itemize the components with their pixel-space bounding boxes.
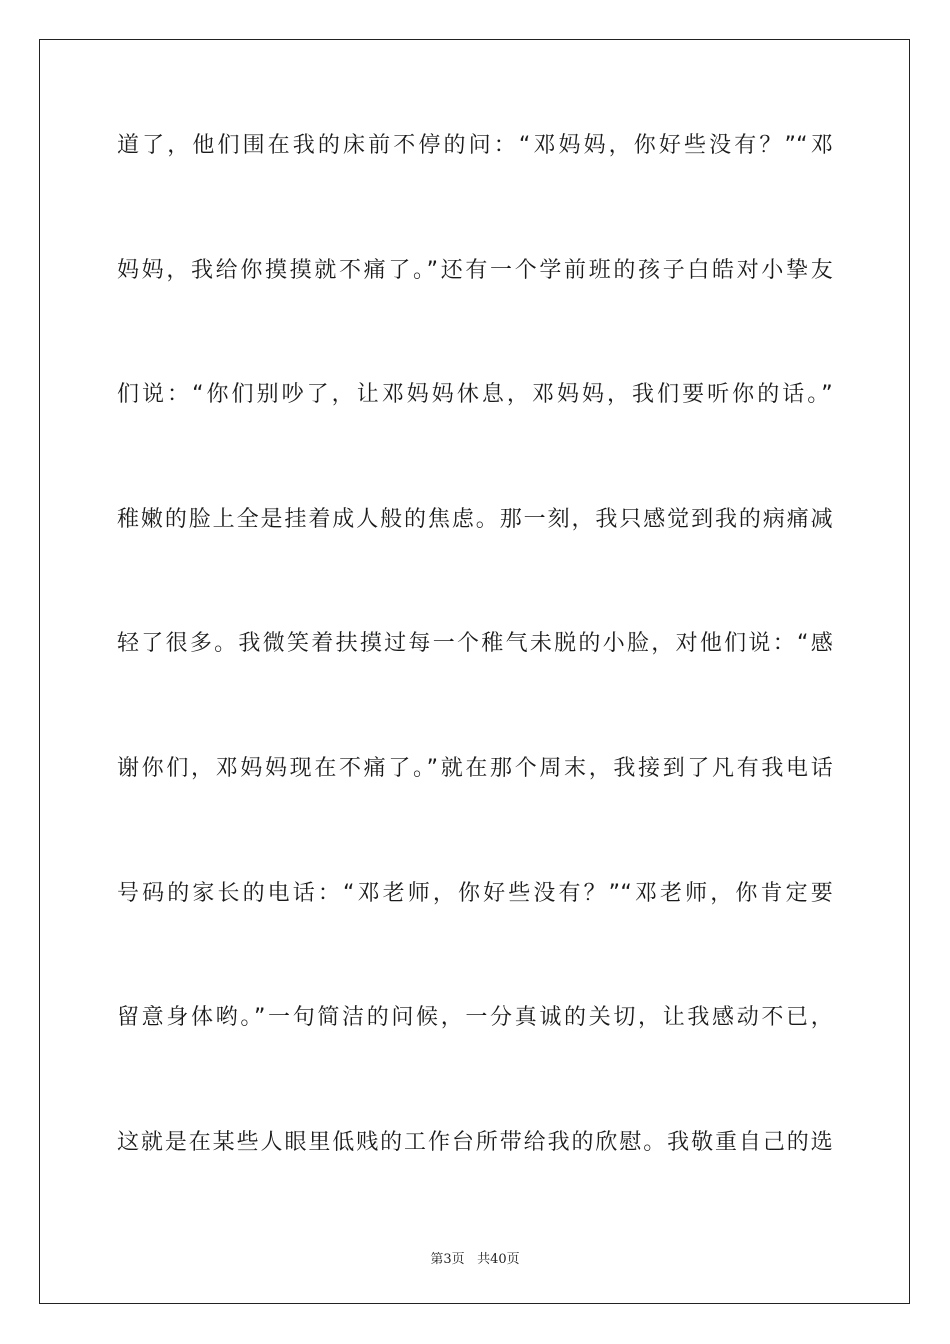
page-footer <box>0 1248 950 1267</box>
page-total: 共40页 <box>477 1252 520 1267</box>
text-line: 们说：“你们别吵了，让邓妈妈休息，邓妈妈，我们要听你的话。” <box>117 382 833 408</box>
text-line: 轻了很多。我微笑着扶摸过每一个稚气未脱的小脸，对他们说：“感 <box>117 631 833 657</box>
text-line: 稚嫩的脸上全是挂着成人般的焦虑。那一刻，我只感觉到我的病痛减 <box>117 506 833 532</box>
text-line: 留意身体哟。”一句简洁的问候，一分真诚的关切，让我感动不已， <box>117 1005 833 1031</box>
page-number: 第3页 <box>430 1252 465 1267</box>
text-line: 号码的家长的电话：“邓老师，你好些没有？”“邓老师，你肯定要 <box>117 880 833 906</box>
text-line: 谢你们，邓妈妈现在不痛了。”就在那个周末，我接到了凡有我电话 <box>117 755 833 781</box>
text-line: 妈妈，我给你摸摸就不痛了。”还有一个学前班的孩子白皓对小挚友 <box>117 257 833 283</box>
text-line: 道了，他们围在我的床前不停的问：“邓妈妈，你好些没有？”“邓 <box>117 133 833 158</box>
document-body <box>117 122 833 1243</box>
text-line: 这就是在某些人眼里低贱的工作台所带给我的欣慰。我敬重自己的选 <box>117 1129 833 1155</box>
